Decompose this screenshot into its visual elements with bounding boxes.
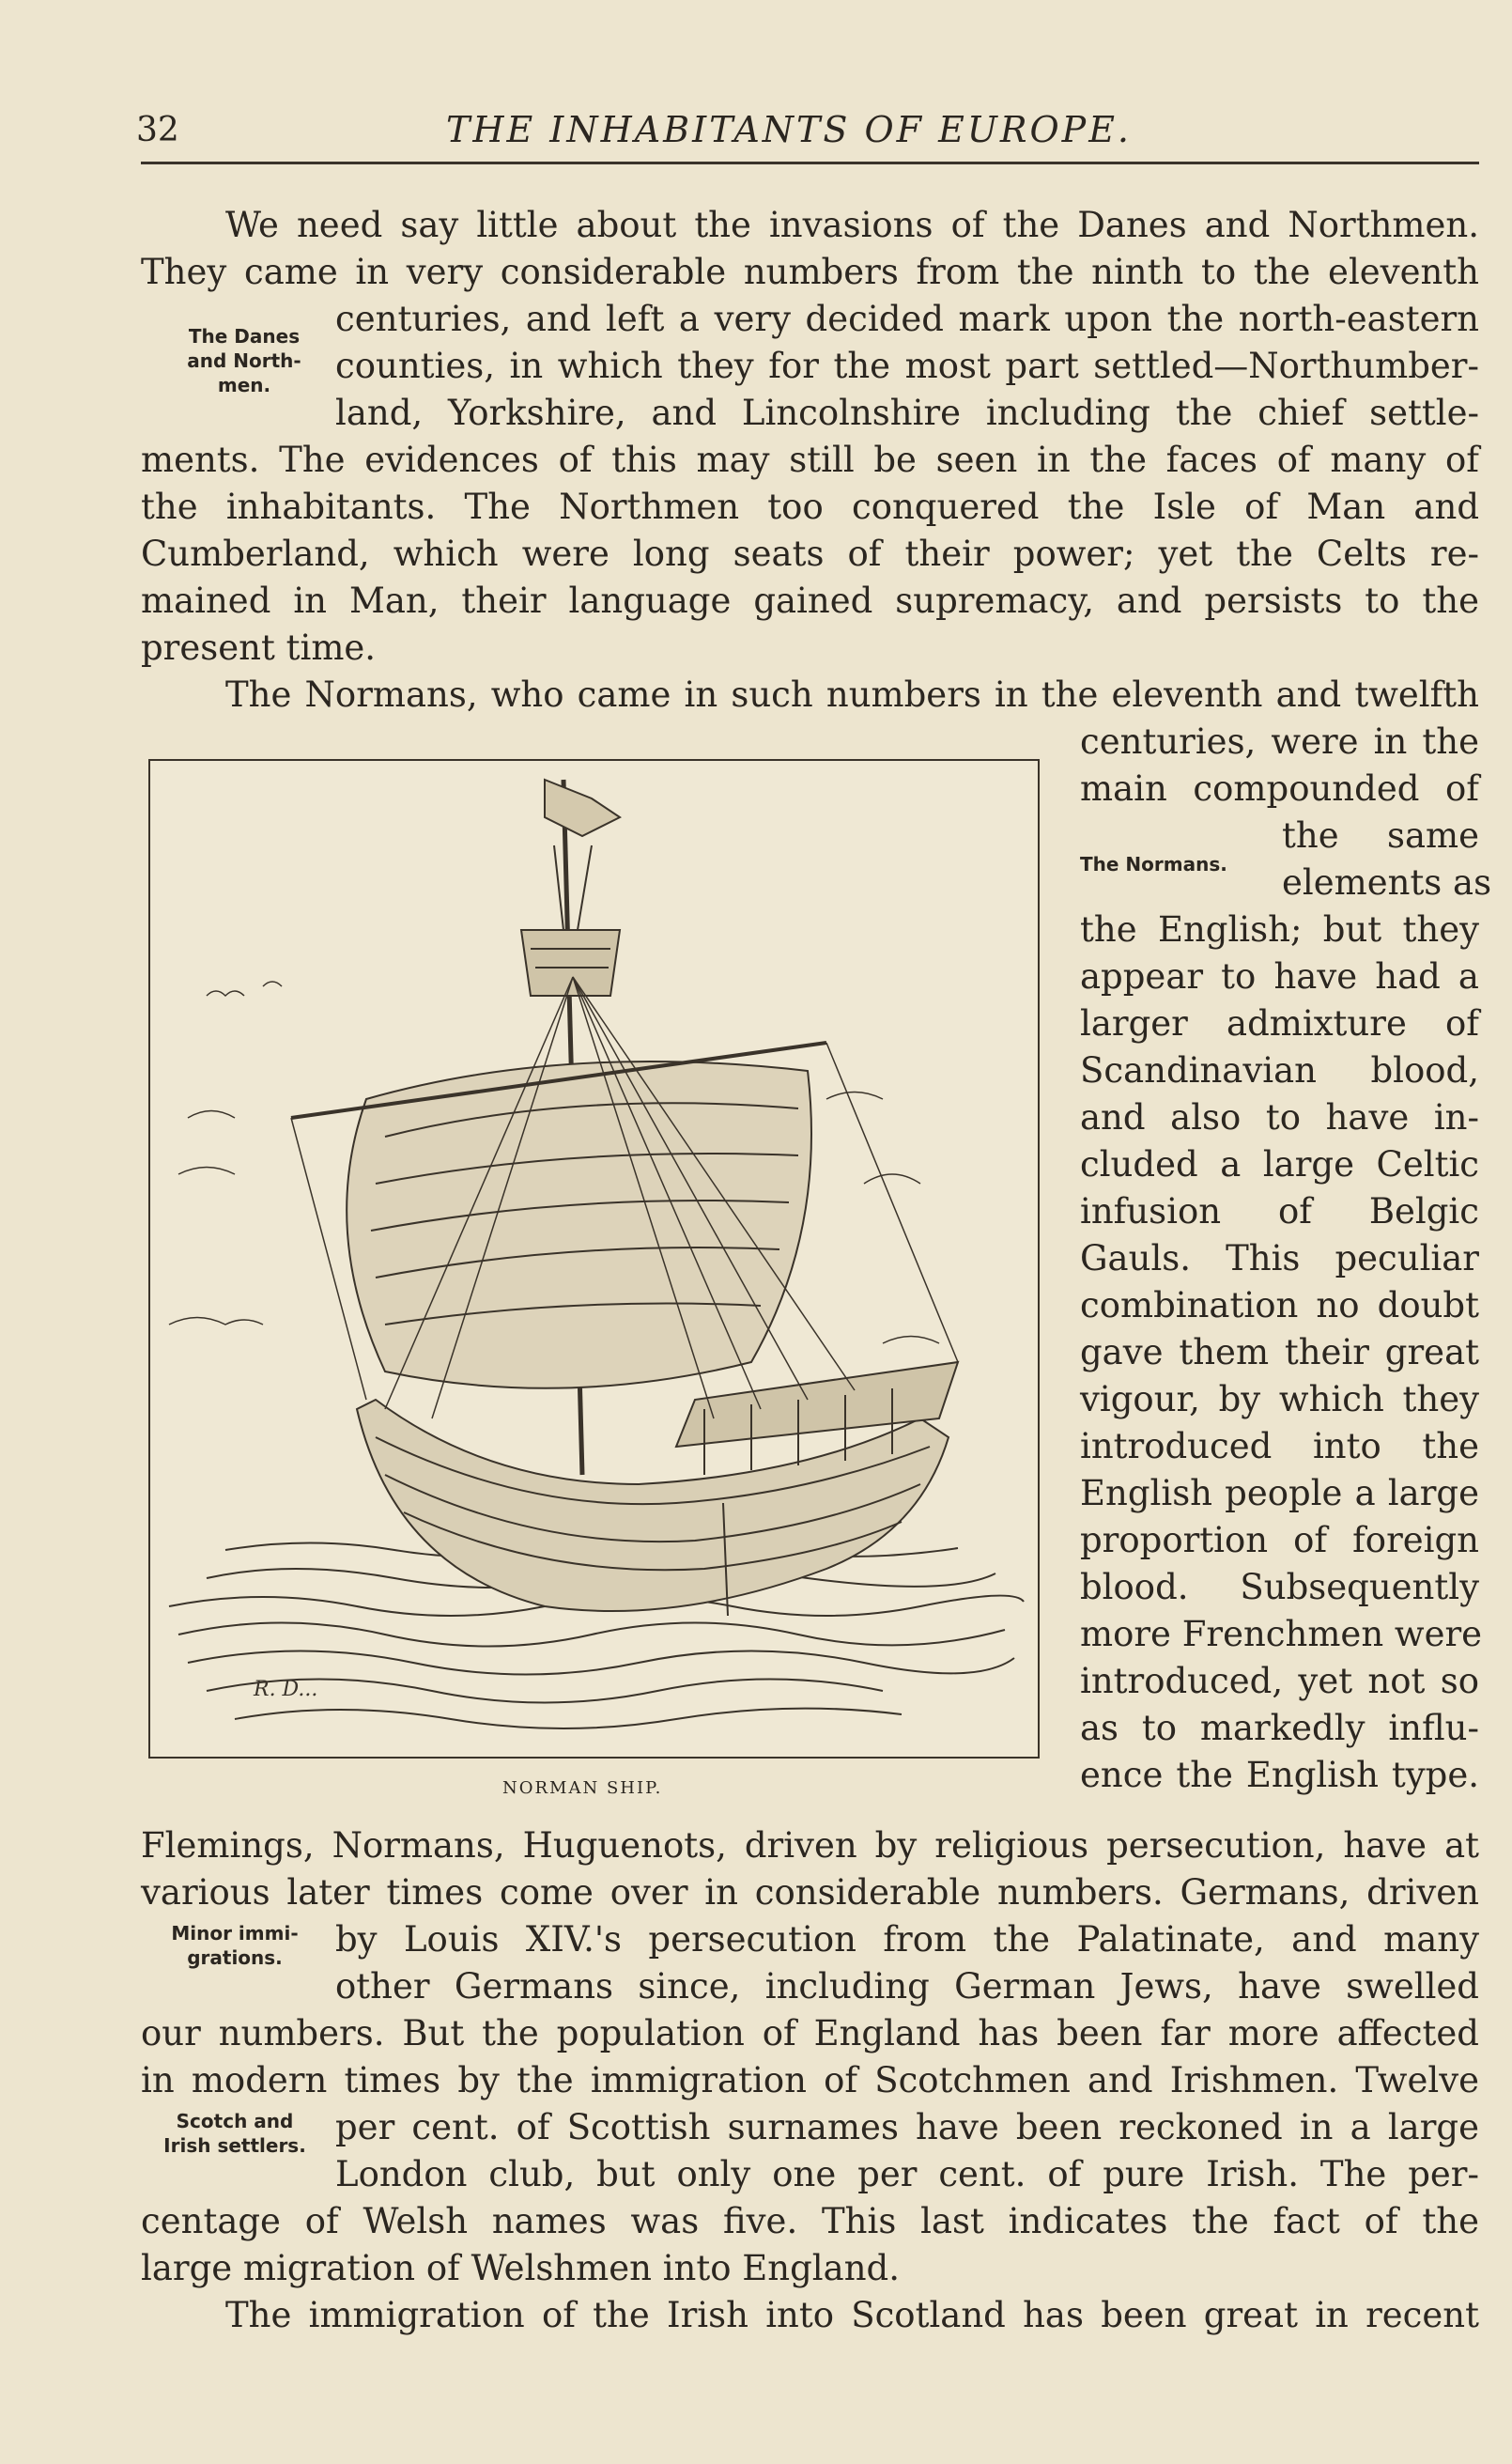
text-line: London club, but only one per cent. of pure Irish. The per- — [335, 2154, 1479, 2194]
sidenote-line: Minor immi- — [171, 1922, 299, 1945]
header-rule — [141, 162, 1479, 164]
text-line: proportion of foreign — [1080, 1520, 1479, 1560]
ship-sail — [291, 1043, 826, 1388]
text-line: gave them their great — [1080, 1332, 1479, 1372]
text-line: the English; but they — [1080, 909, 1479, 950]
text-line: blood. Subsequently — [1080, 1567, 1479, 1607]
text-line: vigour, by which they — [1080, 1379, 1479, 1419]
sidenote-line: Scotch and — [176, 2110, 294, 2132]
page-number: 32 — [136, 111, 179, 149]
text-line: by Louis XIV.'s persecution from the Palatinate, and many — [335, 1919, 1479, 1960]
ship-engraving — [150, 761, 1038, 1757]
text-line: introduced into the — [1080, 1426, 1479, 1466]
text-line: large migration of Welshmen into England. — [141, 2248, 900, 2288]
text-line: centuries, and left a very decided mark upon the north-eastern — [335, 299, 1479, 339]
text-line: infusion of Belgic — [1080, 1191, 1479, 1232]
text-line: our numbers. But the population of England has been far more affected — [141, 2013, 1479, 2053]
text-line: the inhabitants. The Northmen too conquered the Isle of Man and — [141, 487, 1479, 527]
text-line: ments. The evidences of this may still be seen in the faces of many of — [141, 440, 1479, 480]
text-line: combination no doubt — [1080, 1285, 1479, 1325]
sidenote-minor-immigrations — [141, 1921, 329, 1970]
text-line: more Frenchmen were — [1080, 1614, 1483, 1654]
text-line: ence the English type. — [1080, 1755, 1479, 1795]
sidenote-line: men. — [217, 374, 271, 396]
text-line: centuries, were in the — [1080, 721, 1479, 762]
text-line: main compounded of — [1080, 768, 1479, 809]
sidenote-line: grations. — [187, 1946, 283, 1969]
text-line: larger admixture of — [1080, 1003, 1479, 1044]
text-line: mained in Man, their language gained supremacy, and persists to the — [141, 581, 1479, 621]
sidenote-normans: The Normans. — [1080, 853, 1227, 876]
text-line: English people a large — [1080, 1473, 1479, 1513]
text-line: appear to have had a — [1080, 956, 1479, 997]
artist-signature: R. D... — [254, 1678, 318, 1701]
text-line: The immigration of the Irish into Scotland has been great in recent — [225, 2295, 1479, 2335]
text-line: We need say little about the invasions of the Danes and Northmen. — [225, 205, 1479, 245]
text-line: The Normans, who came in such numbers in the eleventh and twelfth — [225, 674, 1479, 715]
text-line: as to markedly influ- — [1080, 1708, 1479, 1748]
text-line: present time. — [141, 628, 377, 668]
text-line: Scandinavian blood, — [1080, 1050, 1479, 1091]
text-line: elements as — [1282, 862, 1492, 903]
text-line: introduced, yet not so — [1080, 1661, 1479, 1701]
text-line: various later times come over in considerable numbers. Germans, driven — [141, 1872, 1479, 1913]
sidenote-line: and North- — [187, 349, 301, 372]
sidenote-danes — [160, 324, 329, 397]
text-line: in modern times by the immigration of Scotchmen and Irishmen. Twelve — [141, 2060, 1479, 2100]
text-line: and also to have in- — [1080, 1097, 1479, 1138]
text-line: per cent. of Scottish surnames have been reckoned in a large — [335, 2107, 1479, 2147]
text-line: cluded a large Celtic — [1080, 1144, 1479, 1185]
running-title: THE INHABITANTS OF EUROPE. — [446, 109, 1133, 150]
text-line: land, Yorkshire, and Lincolnshire including the chief settle- — [335, 393, 1479, 433]
sidenote-line: Irish settlers. — [163, 2134, 306, 2157]
ship-hull — [357, 1362, 958, 1616]
text-line: Flemings, Normans, Huguenots, driven by religious persecution, have at — [141, 1825, 1479, 1866]
text-line: counties, in which they for the most part settled—Northumber- — [335, 346, 1479, 386]
text-line: other Germans since, including German Jews, have swelled — [335, 1966, 1479, 2007]
norman-ship-illustration — [148, 759, 1040, 1759]
sidenote-line: The Danes — [188, 325, 301, 348]
figure-caption: NORMAN SHIP. — [502, 1778, 663, 1798]
text-line: the same — [1282, 815, 1479, 856]
page-header — [136, 103, 1479, 160]
text-line: Gauls. This peculiar — [1080, 1238, 1479, 1278]
text-line: They came in very considerable numbers from the ninth to the eleventh — [141, 252, 1479, 292]
sidenote-scotch-irish — [141, 2109, 329, 2158]
text-line: Cumberland, which were long seats of their power; yet the Celts re- — [141, 534, 1479, 574]
text-line: centage of Welsh names was five. This last indicates the fact of the — [141, 2201, 1479, 2241]
